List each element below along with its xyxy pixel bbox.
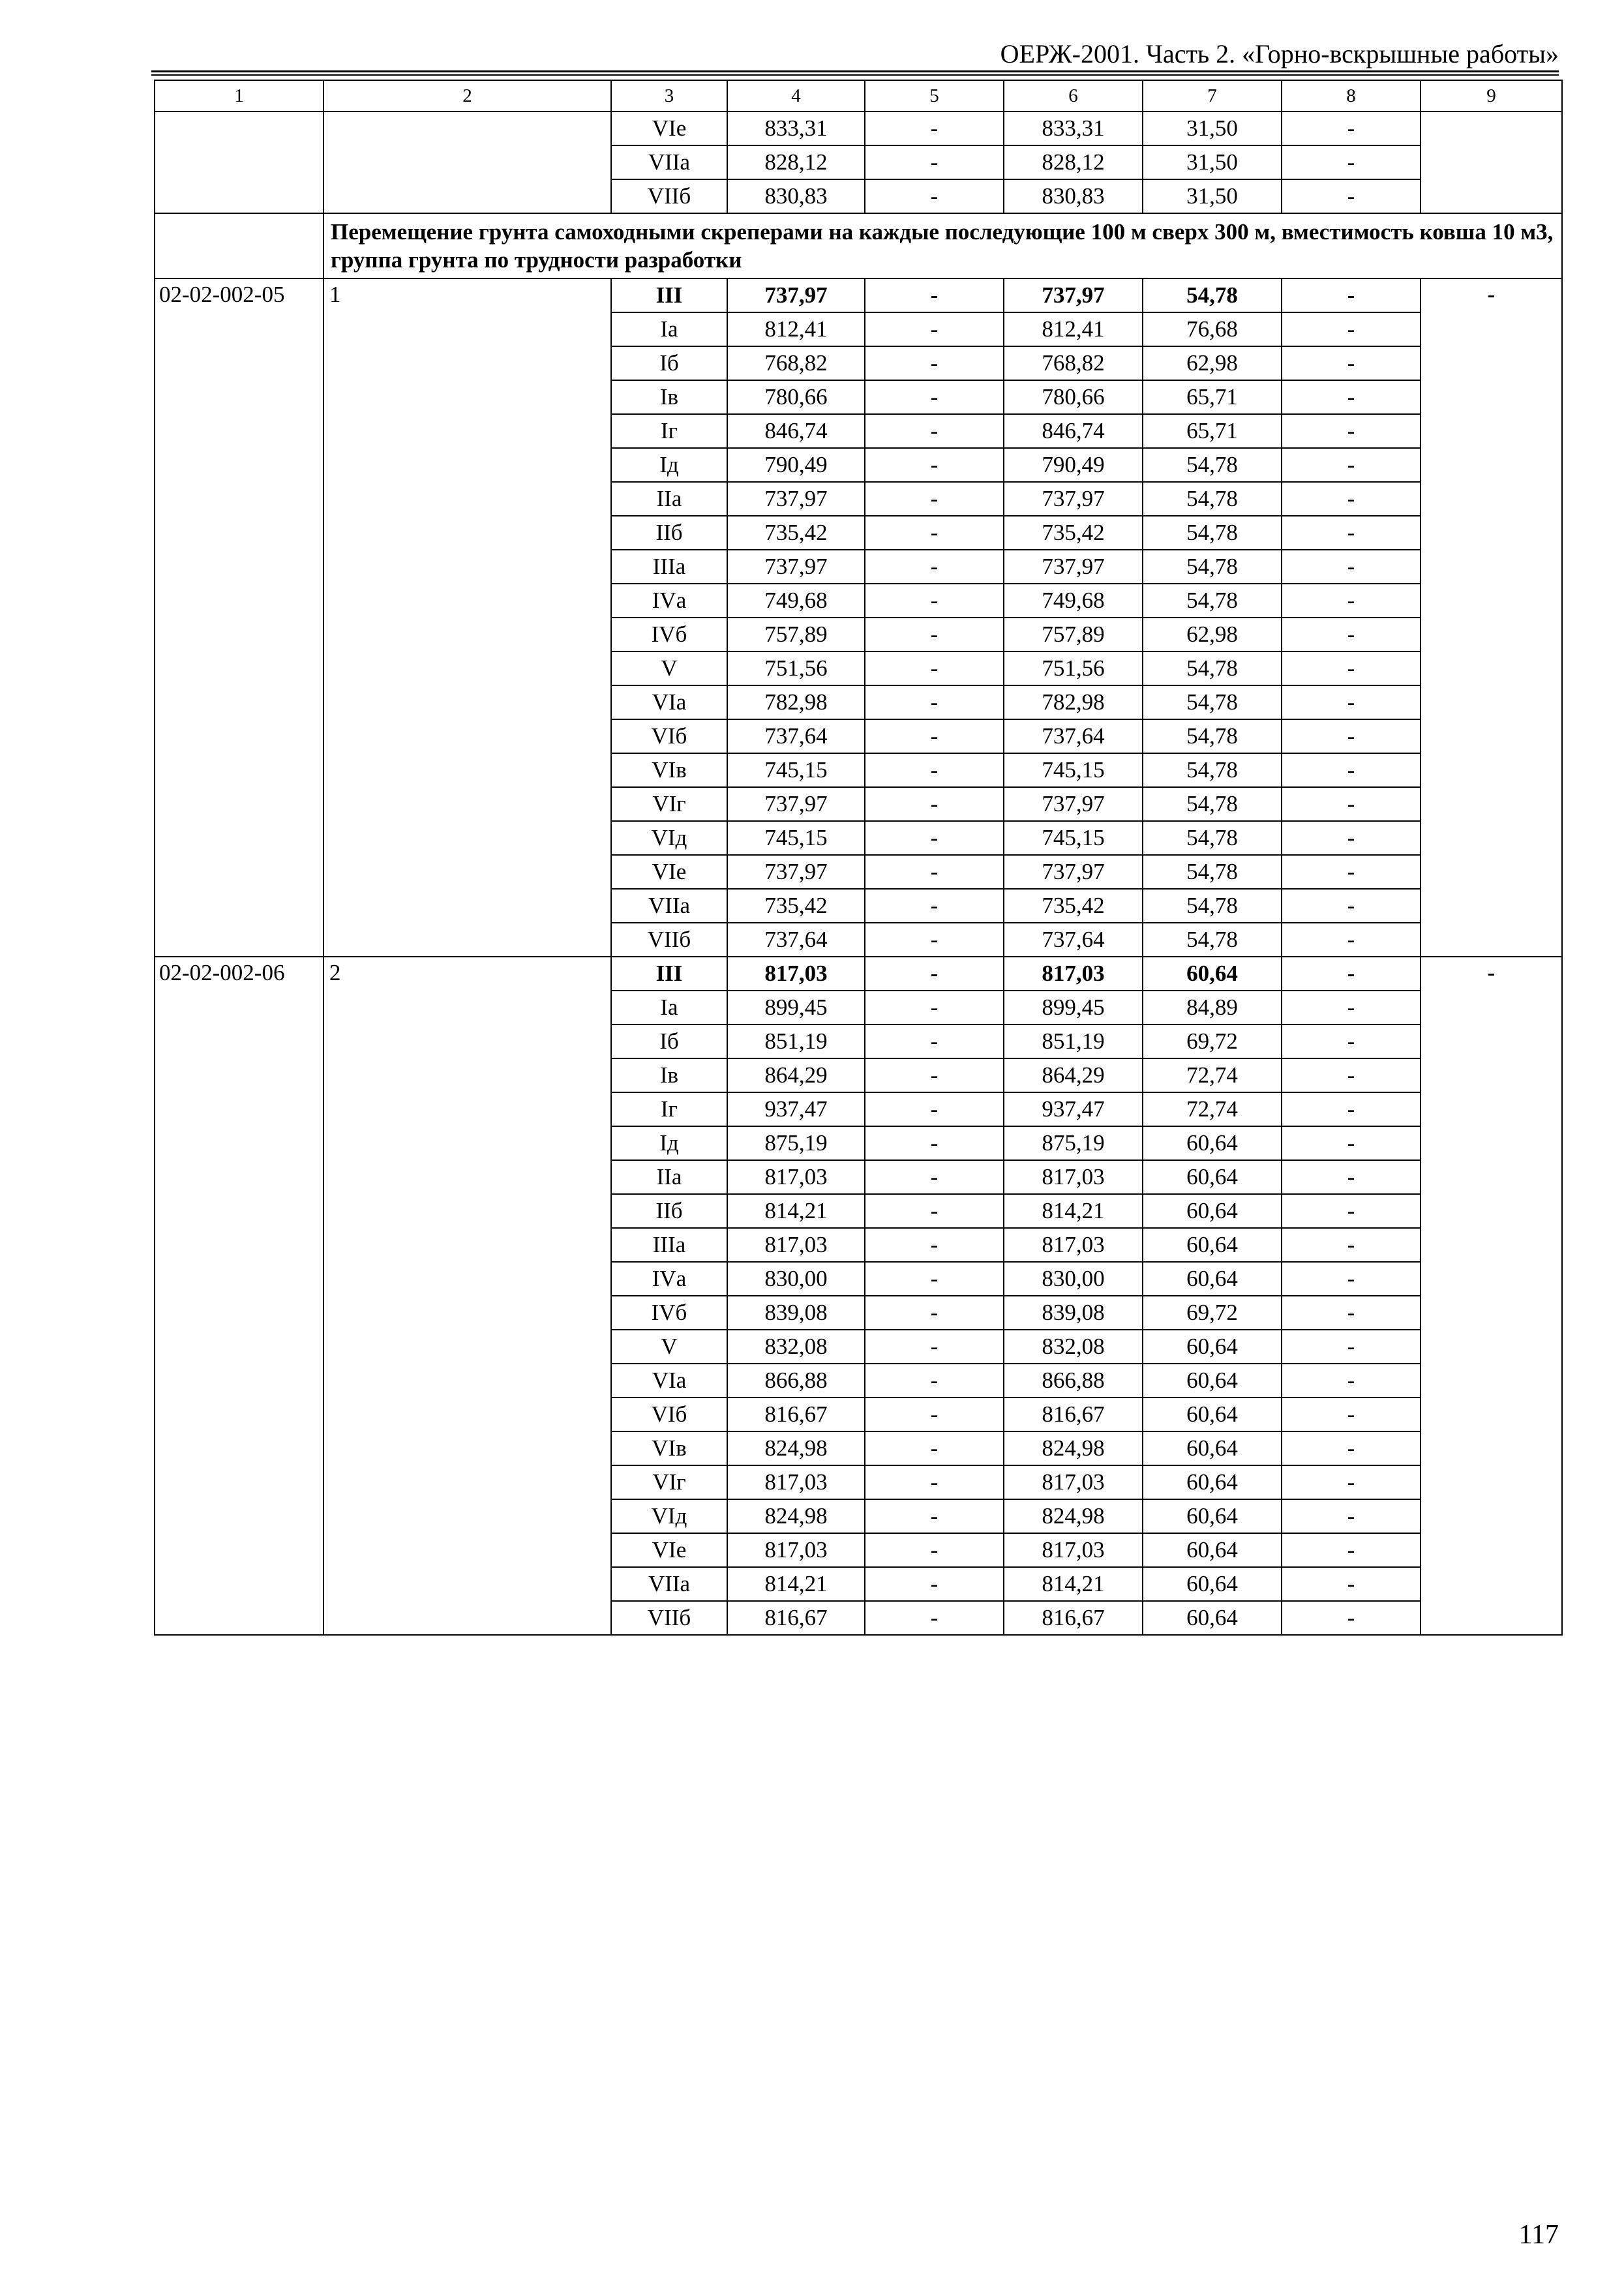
machine-cost-cell: 737,97 xyxy=(1004,278,1143,312)
materials-cell: - xyxy=(1282,179,1421,213)
direct-cost-cell: 817,03 xyxy=(727,957,865,991)
driver-wages-cell: 60,64 xyxy=(1143,1398,1282,1431)
materials-cell: - xyxy=(1282,1058,1421,1092)
driver-wages-cell: 60,64 xyxy=(1143,1601,1282,1635)
machine-cost-cell: 749,68 xyxy=(1004,584,1143,618)
driver-wages-cell: 72,74 xyxy=(1143,1092,1282,1126)
wages-cell: - xyxy=(865,889,1004,923)
direct-cost-cell: 816,67 xyxy=(727,1601,865,1635)
wages-cell: - xyxy=(865,1567,1004,1601)
driver-wages-cell: 54,78 xyxy=(1143,516,1282,550)
direct-cost-cell: 832,08 xyxy=(727,1330,865,1364)
wages-cell: - xyxy=(865,448,1004,482)
materials-cell: - xyxy=(1282,1567,1421,1601)
materials-cell: - xyxy=(1282,414,1421,448)
wages-cell: - xyxy=(865,414,1004,448)
direct-cost-cell: 899,45 xyxy=(727,991,865,1025)
driver-wages-cell: 60,64 xyxy=(1143,1262,1282,1296)
wages-cell: - xyxy=(865,1126,1004,1160)
soil-group-cell: VIг xyxy=(611,1465,727,1499)
driver-wages-cell: 54,78 xyxy=(1143,855,1282,889)
soil-group-cell: Iа xyxy=(611,312,727,346)
direct-cost-cell: 828,12 xyxy=(727,145,865,179)
direct-cost-cell: 875,19 xyxy=(727,1126,865,1160)
machine-cost-cell: 832,08 xyxy=(1004,1330,1143,1364)
materials-cell: - xyxy=(1282,482,1421,516)
machine-cost-cell: 839,08 xyxy=(1004,1296,1143,1330)
column-number: 5 xyxy=(865,80,1004,112)
soil-group-cell: VIа xyxy=(611,685,727,719)
soil-group-cell: IIб xyxy=(611,516,727,550)
column-number: 7 xyxy=(1143,80,1282,112)
direct-cost-cell: 830,83 xyxy=(727,179,865,213)
machine-cost-cell: 780,66 xyxy=(1004,380,1143,414)
wages-cell: - xyxy=(865,821,1004,855)
materials-cell: - xyxy=(1282,312,1421,346)
soil-group-cell: IIIа xyxy=(611,1228,727,1262)
soil-group-cell: V xyxy=(611,1330,727,1364)
machine-cost-cell: 851,19 xyxy=(1004,1025,1143,1058)
position-cell xyxy=(323,112,611,213)
materials-cell: - xyxy=(1282,923,1421,957)
driver-wages-cell: 76,68 xyxy=(1143,312,1282,346)
wages-cell: - xyxy=(865,787,1004,821)
header-rule-secondary xyxy=(151,74,1559,76)
wages-cell: - xyxy=(865,1058,1004,1092)
materials-cell: - xyxy=(1282,685,1421,719)
direct-cost-cell: 735,42 xyxy=(727,889,865,923)
driver-wages-cell: 60,64 xyxy=(1143,1533,1282,1567)
machine-cost-cell: 745,15 xyxy=(1004,753,1143,787)
machine-cost-cell: 814,21 xyxy=(1004,1567,1143,1601)
materials-cell: - xyxy=(1282,753,1421,787)
wages-cell: - xyxy=(865,651,1004,685)
driver-wages-cell: 60,64 xyxy=(1143,1330,1282,1364)
direct-cost-cell: 737,97 xyxy=(727,787,865,821)
direct-cost-cell: 814,21 xyxy=(727,1194,865,1228)
wages-cell: - xyxy=(865,1262,1004,1296)
direct-cost-cell: 824,98 xyxy=(727,1431,865,1465)
direct-cost-cell: 757,89 xyxy=(727,618,865,651)
driver-wages-cell: 60,64 xyxy=(1143,1364,1282,1398)
direct-cost-cell: 737,97 xyxy=(727,482,865,516)
page-number: 117 xyxy=(1518,2220,1559,2250)
direct-cost-cell: 790,49 xyxy=(727,448,865,482)
soil-group-cell: Iб xyxy=(611,346,727,380)
machine-cost-cell: 937,47 xyxy=(1004,1092,1143,1126)
soil-group-cell: VIб xyxy=(611,719,727,753)
soil-group-cell: III xyxy=(611,957,727,991)
driver-wages-cell: 60,64 xyxy=(1143,1160,1282,1194)
section-row xyxy=(155,213,1562,278)
driver-wages-cell: 54,78 xyxy=(1143,482,1282,516)
machine-cost-cell: 751,56 xyxy=(1004,651,1143,685)
direct-cost-cell: 782,98 xyxy=(727,685,865,719)
column-number: 2 xyxy=(323,80,611,112)
direct-cost-cell: 817,03 xyxy=(727,1465,865,1499)
direct-cost-cell: 817,03 xyxy=(727,1533,865,1567)
driver-wages-cell: 31,50 xyxy=(1143,179,1282,213)
column9-cell: - xyxy=(1421,278,1562,957)
machine-cost-cell: 817,03 xyxy=(1004,1160,1143,1194)
driver-wages-cell: 69,72 xyxy=(1143,1296,1282,1330)
direct-cost-cell: 814,21 xyxy=(727,1567,865,1601)
wages-cell: - xyxy=(865,685,1004,719)
direct-cost-cell: 839,08 xyxy=(727,1296,865,1330)
materials-cell: - xyxy=(1282,957,1421,991)
wages-cell: - xyxy=(865,550,1004,584)
machine-cost-cell: 817,03 xyxy=(1004,1533,1143,1567)
direct-cost-cell: 745,15 xyxy=(727,753,865,787)
wages-cell: - xyxy=(865,312,1004,346)
soil-group-cell: III xyxy=(611,278,727,312)
materials-cell: - xyxy=(1282,1601,1421,1635)
soil-group-cell: Iв xyxy=(611,1058,727,1092)
direct-cost-cell: 735,42 xyxy=(727,516,865,550)
machine-cost-cell: 814,21 xyxy=(1004,1194,1143,1228)
norm-code: 02-02-002-06 xyxy=(155,957,323,1635)
soil-group-cell: VIг xyxy=(611,787,727,821)
driver-wages-cell: 31,50 xyxy=(1143,112,1282,145)
soil-group-cell: IIб xyxy=(611,1194,727,1228)
driver-wages-cell: 60,64 xyxy=(1143,1567,1282,1601)
direct-cost-cell: 817,03 xyxy=(727,1160,865,1194)
machine-cost-cell: 768,82 xyxy=(1004,346,1143,380)
wages-cell: - xyxy=(865,1194,1004,1228)
materials-cell: - xyxy=(1282,1398,1421,1431)
wages-cell: - xyxy=(865,753,1004,787)
wages-cell: - xyxy=(865,1025,1004,1058)
column-number: 1 xyxy=(155,80,323,112)
soil-group-cell: Iг xyxy=(611,414,727,448)
soil-group-cell: IVб xyxy=(611,1296,727,1330)
machine-cost-cell: 830,83 xyxy=(1004,179,1143,213)
wages-cell: - xyxy=(865,719,1004,753)
machine-cost-cell: 833,31 xyxy=(1004,112,1143,145)
direct-cost-cell: 830,00 xyxy=(727,1262,865,1296)
materials-cell: - xyxy=(1282,448,1421,482)
driver-wages-cell: 60,64 xyxy=(1143,1431,1282,1465)
table-row xyxy=(155,112,1562,145)
wages-cell: - xyxy=(865,179,1004,213)
machine-cost-cell: 830,00 xyxy=(1004,1262,1143,1296)
wages-cell: - xyxy=(865,855,1004,889)
soil-group-cell: Iв xyxy=(611,380,727,414)
soil-group-cell: IIа xyxy=(611,482,727,516)
materials-cell: - xyxy=(1282,550,1421,584)
driver-wages-cell: 60,64 xyxy=(1143,1194,1282,1228)
wages-cell: - xyxy=(865,1092,1004,1126)
materials-cell: - xyxy=(1282,1533,1421,1567)
materials-cell: - xyxy=(1282,1431,1421,1465)
soil-group-cell: Iа xyxy=(611,991,727,1025)
wages-cell: - xyxy=(865,1431,1004,1465)
direct-cost-cell: 737,64 xyxy=(727,719,865,753)
direct-cost-cell: 737,64 xyxy=(727,923,865,957)
driver-wages-cell: 62,98 xyxy=(1143,346,1282,380)
wages-cell: - xyxy=(865,346,1004,380)
wages-cell: - xyxy=(865,1601,1004,1635)
machine-cost-cell: 817,03 xyxy=(1004,1465,1143,1499)
rates-table xyxy=(154,80,1563,1636)
machine-cost-cell: 812,41 xyxy=(1004,312,1143,346)
driver-wages-cell: 54,78 xyxy=(1143,719,1282,753)
driver-wages-cell: 60,64 xyxy=(1143,1465,1282,1499)
soil-group-cell: VIе xyxy=(611,1533,727,1567)
materials-cell: - xyxy=(1282,1092,1421,1126)
direct-cost-cell: 824,98 xyxy=(727,1499,865,1533)
direct-cost-cell: 737,97 xyxy=(727,550,865,584)
driver-wages-cell: 54,78 xyxy=(1143,923,1282,957)
wages-cell: - xyxy=(865,516,1004,550)
driver-wages-cell: 65,71 xyxy=(1143,414,1282,448)
wages-cell: - xyxy=(865,1533,1004,1567)
column-number: 4 xyxy=(727,80,865,112)
driver-wages-cell: 54,78 xyxy=(1143,278,1282,312)
machine-cost-cell: 817,03 xyxy=(1004,957,1143,991)
soil-group-cell: VIд xyxy=(611,821,727,855)
materials-cell: - xyxy=(1282,1296,1421,1330)
materials-cell: - xyxy=(1282,719,1421,753)
wages-cell: - xyxy=(865,380,1004,414)
header-rule xyxy=(151,70,1559,72)
section-title: Перемещение грунта самоходными скреперами на каждые последующие 100 м сверх 300 м, вместимость ковша 10 м3, группа грунта по трудности разработки xyxy=(323,213,1562,278)
materials-cell: - xyxy=(1282,1126,1421,1160)
machine-cost-cell: 817,03 xyxy=(1004,1228,1143,1262)
norm-position: 2 xyxy=(323,957,611,1635)
column-number: 8 xyxy=(1282,80,1421,112)
machine-cost-cell: 737,97 xyxy=(1004,482,1143,516)
machine-cost-cell: 824,98 xyxy=(1004,1499,1143,1533)
materials-cell: - xyxy=(1282,1499,1421,1533)
soil-group-cell: Iг xyxy=(611,1092,727,1126)
soil-group-cell: IIа xyxy=(611,1160,727,1194)
soil-group-cell: IVа xyxy=(611,584,727,618)
materials-cell: - xyxy=(1282,1330,1421,1364)
materials-cell: - xyxy=(1282,278,1421,312)
materials-cell: - xyxy=(1282,112,1421,145)
section-spacer-cell xyxy=(155,213,323,278)
norm-position: 1 xyxy=(323,278,611,957)
column9-cell: - xyxy=(1421,957,1562,1635)
machine-cost-cell: 828,12 xyxy=(1004,145,1143,179)
machine-cost-cell: 745,15 xyxy=(1004,821,1143,855)
machine-cost-cell: 737,97 xyxy=(1004,550,1143,584)
soil-group-cell: IVа xyxy=(611,1262,727,1296)
direct-cost-cell: 751,56 xyxy=(727,651,865,685)
materials-cell: - xyxy=(1282,651,1421,685)
soil-group-cell: VIд xyxy=(611,1499,727,1533)
direct-cost-cell: 737,97 xyxy=(727,278,865,312)
soil-group-cell: VIIа xyxy=(611,1567,727,1601)
machine-cost-cell: 824,98 xyxy=(1004,1431,1143,1465)
soil-group-cell: VIIа xyxy=(611,145,727,179)
materials-cell: - xyxy=(1282,1160,1421,1194)
materials-cell: - xyxy=(1282,991,1421,1025)
materials-cell: - xyxy=(1282,380,1421,414)
soil-group-cell: VIIа xyxy=(611,889,727,923)
machine-cost-cell: 735,42 xyxy=(1004,889,1143,923)
soil-group-cell: VIе xyxy=(611,855,727,889)
machine-cost-cell: 816,67 xyxy=(1004,1601,1143,1635)
materials-cell: - xyxy=(1282,1228,1421,1262)
driver-wages-cell: 69,72 xyxy=(1143,1025,1282,1058)
column-number: 6 xyxy=(1004,80,1143,112)
direct-cost-cell: 780,66 xyxy=(727,380,865,414)
driver-wages-cell: 62,98 xyxy=(1143,618,1282,651)
materials-cell: - xyxy=(1282,618,1421,651)
direct-cost-cell: 866,88 xyxy=(727,1364,865,1398)
direct-cost-cell: 768,82 xyxy=(727,346,865,380)
materials-cell: - xyxy=(1282,1364,1421,1398)
driver-wages-cell: 54,78 xyxy=(1143,753,1282,787)
soil-group-cell: VIIб xyxy=(611,1601,727,1635)
driver-wages-cell: 65,71 xyxy=(1143,380,1282,414)
soil-group-cell: Iд xyxy=(611,448,727,482)
driver-wages-cell: 60,64 xyxy=(1143,1499,1282,1533)
column9-cell xyxy=(1421,112,1562,213)
wages-cell: - xyxy=(865,618,1004,651)
materials-cell: - xyxy=(1282,821,1421,855)
wages-cell: - xyxy=(865,482,1004,516)
soil-group-cell: VIIб xyxy=(611,179,727,213)
wages-cell: - xyxy=(865,112,1004,145)
rates-table-body xyxy=(155,80,1562,1635)
wages-cell: - xyxy=(865,584,1004,618)
page-header-title: ОЕРЖ-2001. Часть 2. «Горно-вскрышные работы» xyxy=(1000,39,1559,68)
driver-wages-cell: 60,64 xyxy=(1143,957,1282,991)
direct-cost-cell: 812,41 xyxy=(727,312,865,346)
materials-cell: - xyxy=(1282,516,1421,550)
soil-group-cell: VIв xyxy=(611,753,727,787)
machine-cost-cell: 816,67 xyxy=(1004,1398,1143,1431)
driver-wages-cell: 54,78 xyxy=(1143,448,1282,482)
machine-cost-cell: 737,64 xyxy=(1004,719,1143,753)
direct-cost-cell: 937,47 xyxy=(727,1092,865,1126)
wages-cell: - xyxy=(865,1364,1004,1398)
wages-cell: - xyxy=(865,957,1004,991)
direct-cost-cell: 864,29 xyxy=(727,1058,865,1092)
direct-cost-cell: 851,19 xyxy=(727,1025,865,1058)
machine-cost-cell: 846,74 xyxy=(1004,414,1143,448)
machine-cost-cell: 735,42 xyxy=(1004,516,1143,550)
table-row xyxy=(155,278,1562,312)
soil-group-cell: V xyxy=(611,651,727,685)
materials-cell: - xyxy=(1282,145,1421,179)
machine-cost-cell: 899,45 xyxy=(1004,991,1143,1025)
wages-cell: - xyxy=(865,1330,1004,1364)
driver-wages-cell: 84,89 xyxy=(1143,991,1282,1025)
machine-cost-cell: 737,97 xyxy=(1004,855,1143,889)
code-cell xyxy=(155,112,323,213)
direct-cost-cell: 749,68 xyxy=(727,584,865,618)
machine-cost-cell: 864,29 xyxy=(1004,1058,1143,1092)
driver-wages-cell: 54,78 xyxy=(1143,685,1282,719)
machine-cost-cell: 866,88 xyxy=(1004,1364,1143,1398)
driver-wages-cell: 54,78 xyxy=(1143,787,1282,821)
table-row xyxy=(155,957,1562,991)
soil-group-cell: VIе xyxy=(611,112,727,145)
direct-cost-cell: 846,74 xyxy=(727,414,865,448)
driver-wages-cell: 54,78 xyxy=(1143,550,1282,584)
driver-wages-cell: 60,64 xyxy=(1143,1228,1282,1262)
wages-cell: - xyxy=(865,923,1004,957)
machine-cost-cell: 875,19 xyxy=(1004,1126,1143,1160)
machine-cost-cell: 790,49 xyxy=(1004,448,1143,482)
column-number: 9 xyxy=(1421,80,1562,112)
soil-group-cell: VIв xyxy=(611,1431,727,1465)
wages-cell: - xyxy=(865,1465,1004,1499)
wages-cell: - xyxy=(865,145,1004,179)
materials-cell: - xyxy=(1282,889,1421,923)
wages-cell: - xyxy=(865,1296,1004,1330)
soil-group-cell: IVб xyxy=(611,618,727,651)
wages-cell: - xyxy=(865,1228,1004,1262)
driver-wages-cell: 72,74 xyxy=(1143,1058,1282,1092)
norm-code: 02-02-002-05 xyxy=(155,278,323,957)
soil-group-cell: VIа xyxy=(611,1364,727,1398)
direct-cost-cell: 737,97 xyxy=(727,855,865,889)
soil-group-cell: IIIа xyxy=(611,550,727,584)
materials-cell: - xyxy=(1282,855,1421,889)
soil-group-cell: Iб xyxy=(611,1025,727,1058)
machine-cost-cell: 782,98 xyxy=(1004,685,1143,719)
column-number: 3 xyxy=(611,80,727,112)
materials-cell: - xyxy=(1282,1025,1421,1058)
soil-group-cell: VIб xyxy=(611,1398,727,1431)
direct-cost-cell: 833,31 xyxy=(727,112,865,145)
soil-group-cell: Iд xyxy=(611,1126,727,1160)
direct-cost-cell: 816,67 xyxy=(727,1398,865,1431)
materials-cell: - xyxy=(1282,787,1421,821)
driver-wages-cell: 60,64 xyxy=(1143,1126,1282,1160)
driver-wages-cell: 31,50 xyxy=(1143,145,1282,179)
machine-cost-cell: 737,97 xyxy=(1004,787,1143,821)
materials-cell: - xyxy=(1282,1465,1421,1499)
direct-cost-cell: 817,03 xyxy=(727,1228,865,1262)
materials-cell: - xyxy=(1282,1262,1421,1296)
materials-cell: - xyxy=(1282,1194,1421,1228)
driver-wages-cell: 54,78 xyxy=(1143,821,1282,855)
driver-wages-cell: 54,78 xyxy=(1143,651,1282,685)
machine-cost-cell: 737,64 xyxy=(1004,923,1143,957)
driver-wages-cell: 54,78 xyxy=(1143,889,1282,923)
wages-cell: - xyxy=(865,1160,1004,1194)
direct-cost-cell: 745,15 xyxy=(727,821,865,855)
machine-cost-cell: 757,89 xyxy=(1004,618,1143,651)
wages-cell: - xyxy=(865,1499,1004,1533)
soil-group-cell: VIIб xyxy=(611,923,727,957)
column-number-row xyxy=(155,80,1562,112)
wages-cell: - xyxy=(865,991,1004,1025)
driver-wages-cell: 54,78 xyxy=(1143,584,1282,618)
materials-cell: - xyxy=(1282,346,1421,380)
wages-cell: - xyxy=(865,1398,1004,1431)
wages-cell: - xyxy=(865,278,1004,312)
materials-cell: - xyxy=(1282,584,1421,618)
